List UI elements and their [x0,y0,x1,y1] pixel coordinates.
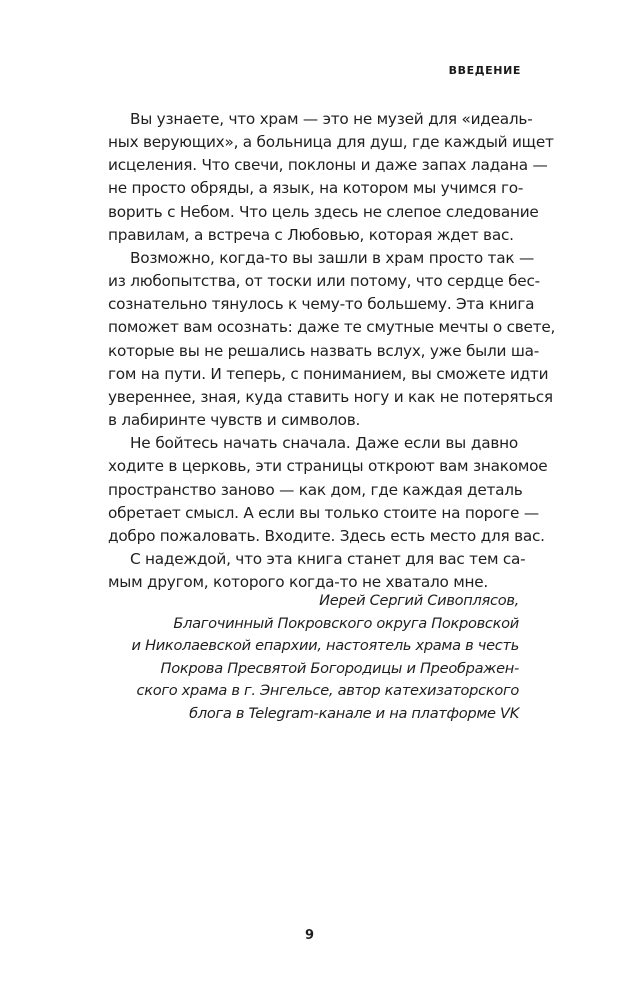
text-line: которые вы не решались назвать вслух, уже были ша- [108,341,539,360]
text-line: не просто обряды, а язык, на котором мы учимся го- [108,179,524,198]
paragraph-1 [108,108,554,247]
text-line: мым другом, которого когда-то не хватало мне. [108,573,489,592]
signature-line: Покрова Пресвятой Богородицы и Преображен- [160,659,519,677]
signature-line: Иерей Сергий Сивоплясов, [319,592,519,609]
paragraph-4 [108,548,526,594]
paragraph-3 [108,432,548,548]
body-text [108,108,556,594]
paragraph-2 [108,247,556,432]
signature-line: Благочинный Покровского округа Покровской [173,614,519,632]
text-line: из любопытства, от тоски или потому, что сердце бес- [108,272,540,291]
text-line: поможет вам осознать: даже те смутные мечты о свете, [108,318,556,337]
text-line: ворить с Небом. Что цель здесь не слепое следование [108,202,539,221]
text-line: добро пожаловать. Входите. Здесь есть место для вас. [108,526,545,545]
text-line: увереннее, зная, куда ставить ногу и как не потеряться [108,387,553,406]
signature-line: блога в Telegram-канале и на платформе VK [189,704,519,722]
text-line: сознательно тянулось к чему-то большему. Эта книга [108,295,535,314]
signature-line: ского храма в г. Энгельсе, автор катехизаторского [136,682,519,700]
text-line: Возможно, когда-то вы зашли в храм просто так — [130,248,534,267]
text-line: ных верующих», а больница для душ, где каждый ищет [108,133,554,152]
signature-line: и Николаевской епархии, настоятель храма в честь [131,637,519,655]
author-signature [99,590,519,726]
text-line: пространство заново — как дом, где каждая деталь [108,480,523,499]
text-line: исцеления. Что свечи, поклоны и даже запах ладана — [108,156,548,175]
text-line: правилам, а встреча с Любовью, которая ждет вас. [108,225,514,244]
text-line: в лабиринте чувств и символов. [108,411,361,430]
text-line: ходите в церковь, эти страницы откроют вам знакомое [108,457,548,476]
text-line: гом на пути. И теперь, с пониманием, вы сможете идти [108,364,549,383]
text-line: С надеждой, что эта книга станет для вас тем са- [130,549,526,568]
text-line: обретает смысл. А если вы только стоите на пороге — [108,503,539,522]
text-line: Не бойтесь начать сначала. Даже если вы давно [130,434,518,453]
page-number: 9 [304,928,315,943]
text-line: Вы узнаете, что храм — это не музей для «идеаль- [130,110,533,128]
running-header: ВВЕДЕНИЕ [448,64,521,77]
